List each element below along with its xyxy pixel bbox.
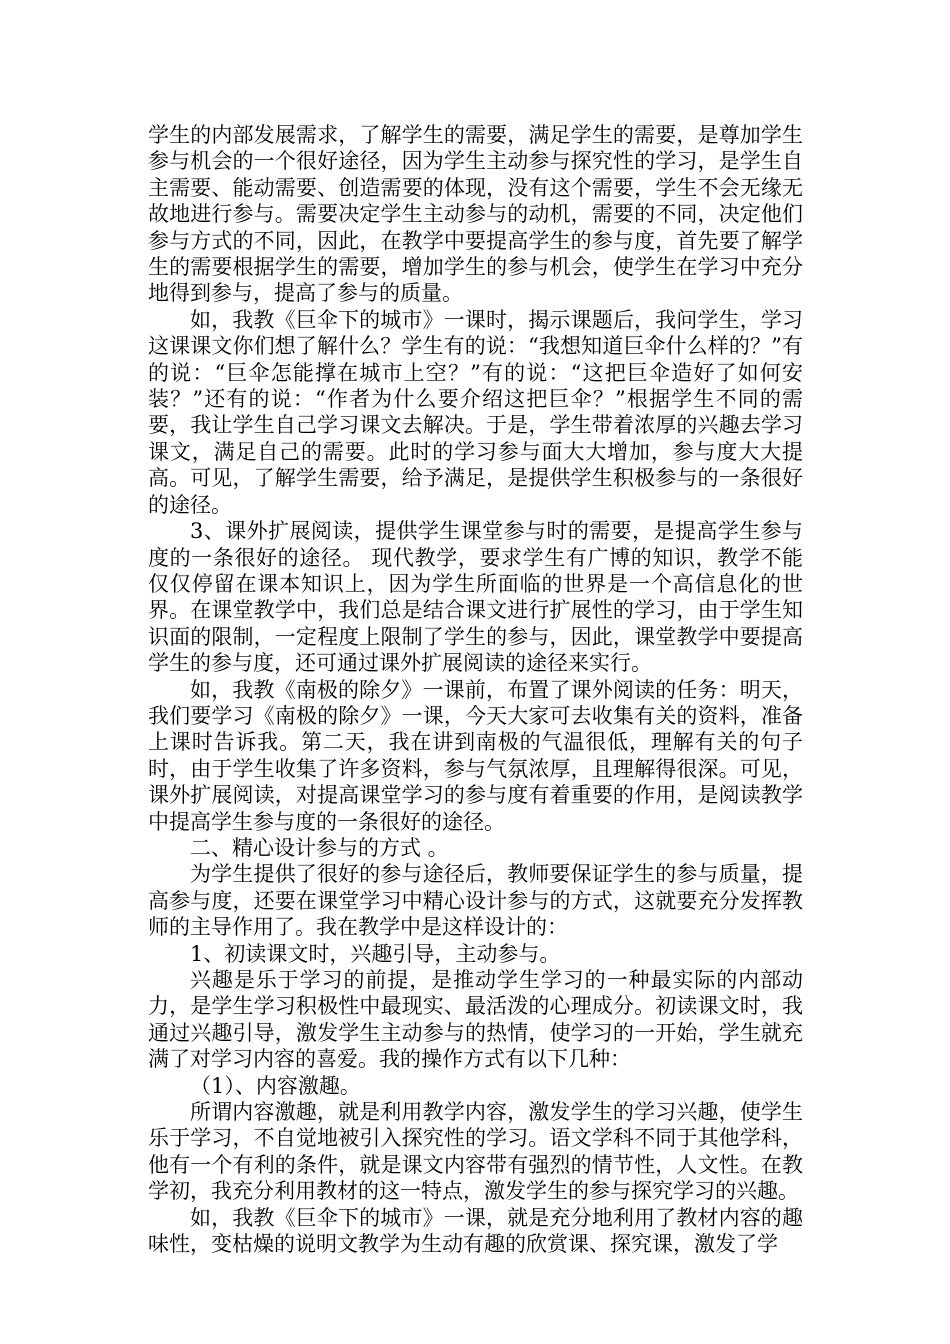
paragraph-example-antarctic-eve: 如，我教《南极的除夕》一课前，布置了课外阅读的任务：明天，我们要学习《南极的除夕》一课，今天大家可去收集有关的资料，准备上课时告诉我。第二天，我在讲到南极的气温很低，理解有关的句子时，由于学生收集了许多资料，参与气氛浓厚，且理解得很深。可见，课外扩展阅读，对提高课堂学习的参与度有着重要的作用，是阅读教学中提高学生参与度的一条很好的途径。: [148, 677, 803, 834]
paragraph-example-umbrella-lesson: 如，我教《巨伞下的城市》一课，就是充分地利用了教材内容的趣味性，变枯燥的说明文教学为生动有趣的欣赏课、探究课，激发了学: [148, 1205, 803, 1257]
paragraph-continued: 学生的内部发展需求，了解学生的需要，满足学生的需要，是尊加学生参与机会的一个很好途径，因为学生主动参与探究性的学习，是学生自主需要、能动需要、创造需要的体现，没有这个需要，学生不会无缘无故地进行参与。需要决定学生主动参与的动机，需要的不同，决定他们参与方式的不同，因此，在教学中要提高学生的参与度，首先要了解学生的需要根据学生的需要，增加学生的参与机会，使学生在学习中充分地得到参与，提高了参与的质量。: [148, 123, 803, 306]
paragraph-content-interest: 所谓内容激趣，就是利用教学内容，激发学生的学习兴趣，使学生乐于学习，不自觉地被引入探究性的学习。语文学科不同于其他学科，他有一个有利的条件，就是课文内容带有强烈的情节性，人文性。在教学初，我充分利用教材的这一特点，激发学生的参与探究学习的兴趣。: [148, 1100, 803, 1204]
paragraph-design-intro: 为学生提供了很好的参与途径后，教师要保证学生的参与质量，提高参与度，还要在课堂学习中精心设计参与的方式，这就要充分发挥教师的主导作用了。我在教学中是这样设计的：: [148, 862, 803, 940]
paragraph-point-3-extended-reading: 3、课外扩展阅读，提供学生课堂参与时的需要，是提高学生参与度的一条很好的途径。 现代教学，要求学生有广博的知识，教学不能仅仅停留在课本知识上，因为学生所面临的世界是一个高信息化的世界。在课堂教学中，我们总是结合课文进行扩展性的学习，由于学生知识面的限制，一定程度上限制了学生的参与，因此，课堂教学中要提高学生的参与度，还可通过课外扩展阅读的途径来实行。: [148, 519, 803, 676]
paragraph-interest: 兴趣是乐于学习的前提，是推动学生学习的一种最实际的内部动力，是学生学习积极性中最现实、最活泼的心理成分。初读课文时，我通过兴趣引导，激发学生主动参与的热情，使学习的一开始，学生就充满了对学习内容的喜爱。我的操作方式有以下几种：: [148, 968, 803, 1072]
subheading-1-first-reading: 1、初读课文时，兴趣引导，主动参与。: [190, 941, 561, 966]
paragraph-example-umbrella-needs: 如，我教《巨伞下的城市》一课时，揭示课题后，我问学生，学习这课课文你们想了解什么？学生有的说：“我想知道巨伞什么样的？”有的说：“巨伞怎能撑在城市上空？”有的说：“这把巨伞造好了如何安装？”还有的说：“作者为什么要介绍这把巨伞？”根据学生不同的需要，我让学生自己学习课文去解决。于是，学生带着浓厚的兴趣去学习课文，满足自己的需要。此时的学习参与面大大增加，参与度大大提高。可见，了解学生需要，给予满足，是提供学生积极参与的一条很好的途径。: [148, 307, 803, 517]
subheading-content-interest: （1）、内容激趣。: [190, 1073, 361, 1098]
document-page: [148, 122, 803, 1257]
section-heading-2: 二、精心设计参与的方式 。: [190, 835, 449, 860]
